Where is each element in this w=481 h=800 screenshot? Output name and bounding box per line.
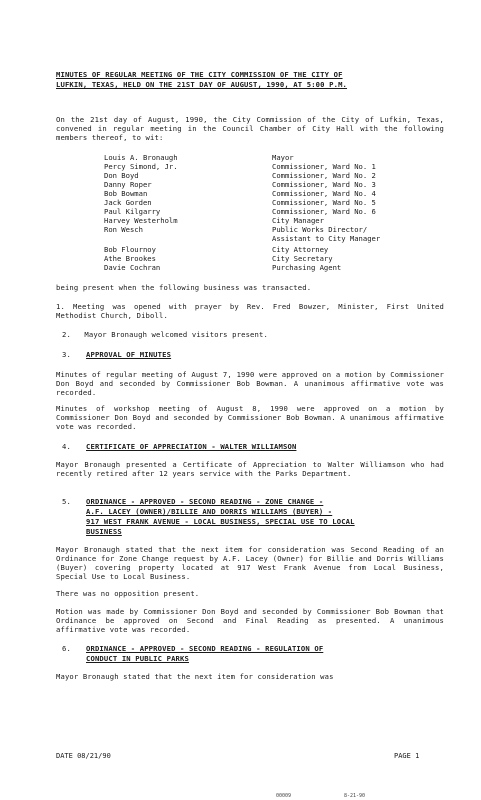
- roster-title: Commissioner, Ward No. 2: [272, 171, 376, 180]
- roster-title: Assistant to City Manager: [272, 234, 381, 243]
- title-line-2: LUFKIN, TEXAS, HELD ON THE 21ST DAY OF AUGUST, 1990, AT 5:00 P.M.: [56, 80, 348, 89]
- footer-stamp-number: 00009: [276, 793, 292, 799]
- roster-name: Bob Bowman: [104, 189, 148, 198]
- roster-name: Harvey Westerholm: [104, 216, 178, 225]
- title-line-1: MINUTES OF REGULAR MEETING OF THE CITY COMMISSION OF THE CITY OF: [56, 70, 343, 79]
- section-4-heading: CERTIFICATE OF APPRECIATION - WALTER WILLIAMSON: [86, 442, 297, 451]
- footer-page: PAGE 1: [394, 752, 420, 760]
- section-6-heading-line: CONDUCT IN PUBLIC PARKS: [86, 654, 189, 663]
- roster-title: Purchasing Agent: [272, 263, 342, 272]
- roster-name: Jack Gorden: [104, 198, 152, 207]
- section-3-paragraph-1: Minutes of regular meeting of August 7, 1990 were approved on a motion by Commissioner Don Boyd and seconded by Commissioner Bob Bowman. A unanimous affirmative vote was recorded.: [56, 370, 444, 397]
- footer-stamp-date: 8-21-90: [344, 793, 366, 799]
- section-4-number: 4.: [62, 442, 71, 451]
- roster-name: Bob Flournoy: [104, 245, 156, 254]
- business-intro: being present when the following business was transacted.: [56, 283, 312, 292]
- section-4-paragraph: Mayor Bronaugh presented a Certificate of Appreciation to Walter Williamson who had recently retired after 12 years service with the Parks Department.: [56, 460, 444, 478]
- roster-title: City Attorney: [272, 245, 329, 254]
- roster-title: Commissioner, Ward No. 4: [272, 189, 376, 198]
- roster-title: Public Works Director/: [272, 225, 368, 234]
- section-5-number: 5.: [62, 497, 71, 506]
- section-6-heading-line: ORDINANCE - APPROVED - SECOND READING - REGULATION OF: [86, 644, 324, 653]
- section-5-paragraph-3: Motion was made by Commissioner Don Boyd and seconded by Commissioner Bob Bowman that Ordinance be approved on Second and Final Reading as presented. A unanimous affirmative vote was recorded.: [56, 607, 444, 634]
- section-5-heading-line: 917 WEST FRANK AVENUE - LOCAL BUSINESS, SPECIAL USE TO LOCAL: [86, 517, 355, 526]
- roster-title: Commissioner, Ward No. 1: [272, 162, 376, 171]
- section-6-paragraph: Mayor Bronaugh stated that the next item for consideration was: [56, 672, 334, 681]
- section-5-paragraph-2: There was no opposition present.: [56, 589, 200, 598]
- roster-name: Don Boyd: [104, 171, 139, 180]
- section-3-heading: APPROVAL OF MINUTES: [86, 350, 172, 359]
- roster-name: Athe Brookes: [104, 254, 156, 263]
- roster-title: Commissioner, Ward No. 3: [272, 180, 376, 189]
- roster-name: Danny Roper: [104, 180, 152, 189]
- roster-name: Paul Kilgarry: [104, 207, 161, 216]
- section-5-heading-line: A.F. LACEY (OWNER)/BILLIE AND DORRIS WILLIAMS (BUYER) -: [86, 507, 333, 516]
- roster-title: Commissioner, Ward No. 5: [272, 198, 376, 207]
- section-5-heading-line: BUSINESS: [86, 527, 122, 536]
- roster-title: City Secretary: [272, 254, 333, 263]
- intro-paragraph: On the 21st day of August, 1990, the City Commission of the City of Lufkin, Texas, convened in regular meeting in the Council Chamber of City Hall with the following members thereof, to wit:: [56, 115, 444, 142]
- section-5-paragraph-1: Mayor Bronaugh stated that the next item for consideration was Second Reading of an Ordinance for Zone Change request by A.F. Lacey (Owner) for Billie and Dorris Williams (Buyer) covering property located at 917 West Frank Avenue from Local Business, Special Use to Local Business.: [56, 545, 444, 581]
- item-2-welcome: 2. Mayor Bronaugh welcomed visitors present.: [62, 330, 268, 339]
- roster-name: Ron Wesch: [104, 225, 143, 234]
- roster-name: Percy Simond, Jr.: [104, 162, 178, 171]
- roster-title: Mayor: [272, 153, 294, 162]
- section-3-paragraph-2: Minutes of workshop meeting of August 8, 1990 were approved on a motion by Commissioner Don Boyd and seconded by Commissioner Bob Bowman. A unanimous affirmative vote was recorded.: [56, 404, 444, 431]
- roster-name: Louis A. Bronaugh: [104, 153, 178, 162]
- section-6-number: 6.: [62, 644, 71, 653]
- roster-name: Davie Cochran: [104, 263, 161, 272]
- item-1-prayer: 1. Meeting was opened with prayer by Rev. Fred Bowzer, Minister, First United Methodist Church, Diboll.: [56, 302, 444, 320]
- section-3-number: 3.: [62, 350, 71, 359]
- footer-date: DATE 08/21/90: [56, 752, 111, 760]
- roster-title: City Manager: [272, 216, 324, 225]
- section-5-heading-line: ORDINANCE - APPROVED - SECOND READING - ZONE CHANGE -: [86, 497, 324, 506]
- roster-title: Commissioner, Ward No. 6: [272, 207, 376, 216]
